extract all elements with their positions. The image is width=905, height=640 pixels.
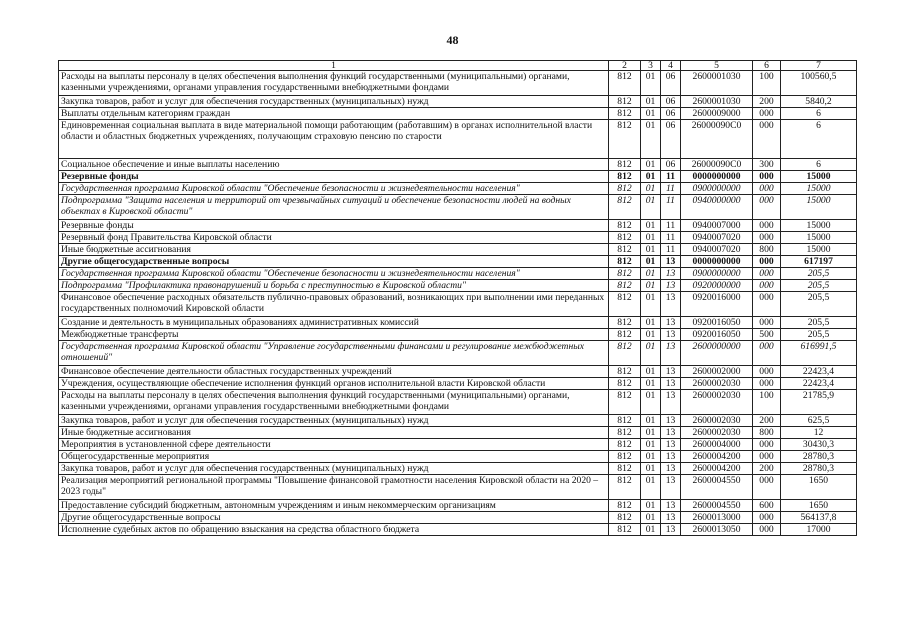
- expense-type-cell: 000: [753, 232, 781, 244]
- expense-type-cell: 800: [753, 244, 781, 256]
- column-header-2: 2: [609, 61, 641, 71]
- table-row: [59, 232, 857, 244]
- target-article-cell: 0940007000: [681, 220, 753, 232]
- subsection-cell: 11: [661, 183, 681, 195]
- section-cell: 01: [641, 195, 661, 220]
- target-article-cell: 2600001030: [681, 96, 753, 108]
- target-article-cell: 2600004550: [681, 500, 753, 512]
- expense-type-cell: 000: [753, 366, 781, 378]
- section-cell: 01: [641, 317, 661, 329]
- row-name-cell: Закупка товаров, работ и услуг для обеспечения государственных (муниципальных) нужд: [59, 463, 609, 475]
- table-row: [59, 108, 857, 120]
- subsection-cell: 11: [661, 220, 681, 232]
- section-cell: 01: [641, 108, 661, 120]
- row-name-cell: Другие общегосударственные вопросы: [59, 512, 609, 524]
- amount-cell: 28780,3: [781, 463, 857, 475]
- section-cell: 01: [641, 120, 661, 159]
- expense-type-cell: 000: [753, 451, 781, 463]
- row-name-cell: Подпрограмма "Защита населения и территорий от чрезвычайных ситуаций и обеспечение безопасности людей на водных объектах в Кировской области": [59, 195, 609, 220]
- subsection-cell: 13: [661, 390, 681, 415]
- section-cell: 01: [641, 220, 661, 232]
- subsection-cell: 13: [661, 341, 681, 366]
- expense-type-cell: 000: [753, 256, 781, 268]
- table-row: [59, 159, 857, 171]
- section-cell: 01: [641, 439, 661, 451]
- admin-code-cell: 812: [609, 71, 641, 96]
- subsection-cell: 13: [661, 524, 681, 536]
- table-row: [59, 71, 857, 96]
- target-article-cell: 2600009000: [681, 108, 753, 120]
- amount-cell: 6: [781, 108, 857, 120]
- target-article-cell: 2600002030: [681, 378, 753, 390]
- expense-type-cell: 000: [753, 120, 781, 159]
- target-article-cell: 0920016050: [681, 329, 753, 341]
- subsection-cell: 13: [661, 366, 681, 378]
- expense-type-cell: 000: [753, 292, 781, 317]
- column-header-3: 3: [641, 61, 661, 71]
- target-article-cell: 0940007020: [681, 244, 753, 256]
- table-row: [59, 280, 857, 292]
- row-name-cell: Закупка товаров, работ и услуг для обеспечения государственных (муниципальных) нужд: [59, 96, 609, 108]
- column-header-5: 5: [681, 61, 753, 71]
- table-row: [59, 341, 857, 366]
- amount-cell: 15000: [781, 232, 857, 244]
- table-row: [59, 183, 857, 195]
- expense-type-cell: 000: [753, 512, 781, 524]
- admin-code-cell: 812: [609, 475, 641, 500]
- target-article-cell: 2600013000: [681, 512, 753, 524]
- expense-type-cell: 800: [753, 427, 781, 439]
- expense-type-cell: 200: [753, 415, 781, 427]
- expense-type-cell: 000: [753, 439, 781, 451]
- table-row: [59, 512, 857, 524]
- row-name-cell: Финансовое обеспечение деятельности областных государственных учреждений: [59, 366, 609, 378]
- target-article-cell: 0940007020: [681, 232, 753, 244]
- target-article-cell: 2600004200: [681, 451, 753, 463]
- section-cell: 01: [641, 171, 661, 183]
- target-article-cell: 26000090C0: [681, 159, 753, 171]
- row-name-cell: Расходы на выплаты персоналу в целях обеспечения выполнения функций государственными (муниципальными) органами, казенными учреждениями, органами управления государственными внебюджетными фондами: [59, 390, 609, 415]
- row-name-cell: Предоставление субсидий бюджетным, автономным учреждениям и иным некоммерческим организациям: [59, 500, 609, 512]
- target-article-cell: 2600002030: [681, 427, 753, 439]
- budget-table: [58, 60, 857, 536]
- section-cell: 01: [641, 71, 661, 96]
- table-row: [59, 292, 857, 317]
- admin-code-cell: 812: [609, 329, 641, 341]
- amount-cell: 28780,3: [781, 451, 857, 463]
- subsection-cell: 06: [661, 120, 681, 159]
- row-name-cell: Мероприятия в установленной сфере деятельности: [59, 439, 609, 451]
- row-name-cell: Другие общегосударственные вопросы: [59, 256, 609, 268]
- table-row: [59, 195, 857, 220]
- section-cell: 01: [641, 512, 661, 524]
- subsection-cell: 06: [661, 71, 681, 96]
- target-article-cell: 0900000000: [681, 183, 753, 195]
- target-article-cell: 2600001030: [681, 71, 753, 96]
- expense-type-cell: 000: [753, 171, 781, 183]
- admin-code-cell: 812: [609, 463, 641, 475]
- target-article-cell: 2600002000: [681, 366, 753, 378]
- admin-code-cell: 812: [609, 120, 641, 159]
- table-row: [59, 244, 857, 256]
- expense-type-cell: 100: [753, 71, 781, 96]
- section-cell: 01: [641, 329, 661, 341]
- subsection-cell: 11: [661, 171, 681, 183]
- table-row: [59, 120, 857, 159]
- target-article-cell: 0940000000: [681, 195, 753, 220]
- target-article-cell: 0000000000: [681, 171, 753, 183]
- subsection-cell: 13: [661, 378, 681, 390]
- admin-code-cell: 812: [609, 280, 641, 292]
- admin-code-cell: 812: [609, 341, 641, 366]
- target-article-cell: 2600013050: [681, 524, 753, 536]
- row-name-cell: Резервные фонды: [59, 220, 609, 232]
- amount-cell: 6: [781, 120, 857, 159]
- table-row: [59, 317, 857, 329]
- section-cell: 01: [641, 96, 661, 108]
- table-header-row: [59, 61, 857, 71]
- target-article-cell: 0920016050: [681, 317, 753, 329]
- amount-cell: 15000: [781, 195, 857, 220]
- subsection-cell: 11: [661, 195, 681, 220]
- target-article-cell: 0900000000: [681, 268, 753, 280]
- section-cell: 01: [641, 256, 661, 268]
- target-article-cell: 2600004200: [681, 463, 753, 475]
- admin-code-cell: 812: [609, 232, 641, 244]
- section-cell: 01: [641, 280, 661, 292]
- target-article-cell: 2600002030: [681, 415, 753, 427]
- expense-type-cell: 000: [753, 317, 781, 329]
- column-header-7: 7: [781, 61, 857, 71]
- subsection-cell: 13: [661, 415, 681, 427]
- amount-cell: 17000: [781, 524, 857, 536]
- table-row: [59, 96, 857, 108]
- admin-code-cell: 812: [609, 292, 641, 317]
- table-row: [59, 451, 857, 463]
- admin-code-cell: 812: [609, 500, 641, 512]
- row-name-cell: Иные бюджетные ассигнования: [59, 244, 609, 256]
- expense-type-cell: 500: [753, 329, 781, 341]
- admin-code-cell: 812: [609, 415, 641, 427]
- expense-type-cell: 000: [753, 524, 781, 536]
- table-row: [59, 256, 857, 268]
- subsection-cell: 06: [661, 96, 681, 108]
- section-cell: 01: [641, 159, 661, 171]
- row-name-cell: Расходы на выплаты персоналу в целях обеспечения выполнения функций государственными (муниципальными) органами, казенными учреждениями, органами управления государственными внебюджетными фондами: [59, 71, 609, 96]
- subsection-cell: 13: [661, 463, 681, 475]
- table-row: [59, 524, 857, 536]
- section-cell: 01: [641, 524, 661, 536]
- amount-cell: 1650: [781, 475, 857, 500]
- row-name-cell: Государственная программа Кировской области "Управление государственными финансами и регулирование межбюджетных отношений": [59, 341, 609, 366]
- row-name-cell: Создание и деятельность в муниципальных образованиях административных комиссий: [59, 317, 609, 329]
- row-name-cell: Реализация мероприятий региональной программы "Повышение финансовой грамотности населения Кировской области на 2020 – 2023 годы": [59, 475, 609, 500]
- target-article-cell: 2600002030: [681, 390, 753, 415]
- section-cell: 01: [641, 475, 661, 500]
- amount-cell: 205,5: [781, 317, 857, 329]
- amount-cell: 205,5: [781, 329, 857, 341]
- amount-cell: 5840,2: [781, 96, 857, 108]
- admin-code-cell: 812: [609, 512, 641, 524]
- subsection-cell: 13: [661, 256, 681, 268]
- table-row: [59, 463, 857, 475]
- subsection-cell: 13: [661, 451, 681, 463]
- target-article-cell: 0920016000: [681, 292, 753, 317]
- amount-cell: 205,5: [781, 268, 857, 280]
- subsection-cell: 13: [661, 280, 681, 292]
- admin-code-cell: 812: [609, 317, 641, 329]
- expense-type-cell: 000: [753, 195, 781, 220]
- expense-type-cell: 600: [753, 500, 781, 512]
- subsection-cell: 13: [661, 427, 681, 439]
- expense-type-cell: 000: [753, 220, 781, 232]
- admin-code-cell: 812: [609, 439, 641, 451]
- column-header-4: 4: [661, 61, 681, 71]
- section-cell: 01: [641, 390, 661, 415]
- amount-cell: 30430,3: [781, 439, 857, 451]
- section-cell: 01: [641, 232, 661, 244]
- table-row: [59, 220, 857, 232]
- amount-cell: 21785,9: [781, 390, 857, 415]
- admin-code-cell: 812: [609, 268, 641, 280]
- page-number: 48: [446, 33, 459, 47]
- table-row: [59, 378, 857, 390]
- expense-type-cell: 200: [753, 96, 781, 108]
- row-name-cell: Социальное обеспечение и иные выплаты населению: [59, 159, 609, 171]
- table-row: [59, 415, 857, 427]
- amount-cell: 625,5: [781, 415, 857, 427]
- amount-cell: 617197: [781, 256, 857, 268]
- section-cell: 01: [641, 415, 661, 427]
- admin-code-cell: 812: [609, 195, 641, 220]
- admin-code-cell: 812: [609, 244, 641, 256]
- admin-code-cell: 812: [609, 378, 641, 390]
- subsection-cell: 06: [661, 108, 681, 120]
- section-cell: 01: [641, 183, 661, 195]
- expense-type-cell: 000: [753, 183, 781, 195]
- subsection-cell: 13: [661, 329, 681, 341]
- table-row: [59, 268, 857, 280]
- section-cell: 01: [641, 341, 661, 366]
- row-name-cell: Подпрограмма "Профилактика правонарушений и борьба с преступностью в Кировской области": [59, 280, 609, 292]
- subsection-cell: 06: [661, 159, 681, 171]
- row-name-cell: Общегосударственные мероприятия: [59, 451, 609, 463]
- admin-code-cell: 812: [609, 171, 641, 183]
- subsection-cell: 13: [661, 292, 681, 317]
- row-name-cell: Единовременная социальная выплата в виде материальной помощи работающим (работавшим) в органах исполнительной власти области и областных бюджетных учреждениях, получающим страховую пенсию по старости: [59, 120, 609, 159]
- admin-code-cell: 812: [609, 390, 641, 415]
- subsection-cell: 13: [661, 500, 681, 512]
- table-row: [59, 366, 857, 378]
- amount-cell: 564137,8: [781, 512, 857, 524]
- subsection-cell: 13: [661, 317, 681, 329]
- section-cell: 01: [641, 463, 661, 475]
- section-cell: 01: [641, 244, 661, 256]
- expense-type-cell: 000: [753, 341, 781, 366]
- target-article-cell: 2600004550: [681, 475, 753, 500]
- row-name-cell: Государственная программа Кировской области "Обеспечение безопасности и жизнедеятельности населения": [59, 268, 609, 280]
- subsection-cell: 13: [661, 268, 681, 280]
- section-cell: 01: [641, 427, 661, 439]
- amount-cell: 22423,4: [781, 366, 857, 378]
- amount-cell: 15000: [781, 220, 857, 232]
- target-article-cell: 2600004000: [681, 439, 753, 451]
- expense-type-cell: 200: [753, 463, 781, 475]
- row-name-cell: Закупка товаров, работ и услуг для обеспечения государственных (муниципальных) нужд: [59, 415, 609, 427]
- subsection-cell: 11: [661, 232, 681, 244]
- amount-cell: 6: [781, 159, 857, 171]
- row-name-cell: Резервные фонды: [59, 171, 609, 183]
- subsection-cell: 11: [661, 244, 681, 256]
- expense-type-cell: 100: [753, 390, 781, 415]
- target-article-cell: 2600000000: [681, 341, 753, 366]
- section-cell: 01: [641, 366, 661, 378]
- table-row: [59, 427, 857, 439]
- section-cell: 01: [641, 500, 661, 512]
- row-name-cell: Резервный фонд Правительства Кировской области: [59, 232, 609, 244]
- amount-cell: 15000: [781, 183, 857, 195]
- expense-type-cell: 000: [753, 378, 781, 390]
- subsection-cell: 13: [661, 512, 681, 524]
- admin-code-cell: 812: [609, 451, 641, 463]
- row-name-cell: Учреждения, осуществляющие обеспечение исполнения функций органов исполнительной власти Кировской области: [59, 378, 609, 390]
- column-header-6: 6: [753, 61, 781, 71]
- row-name-cell: Исполнение судебных актов по обращению взыскания на средства областного бюджета: [59, 524, 609, 536]
- target-article-cell: 0000000000: [681, 256, 753, 268]
- table-row: [59, 439, 857, 451]
- table-row: [59, 329, 857, 341]
- admin-code-cell: 812: [609, 256, 641, 268]
- admin-code-cell: 812: [609, 159, 641, 171]
- row-name-cell: Государственная программа Кировской области "Обеспечение безопасности и жизнедеятельности населения": [59, 183, 609, 195]
- section-cell: 01: [641, 378, 661, 390]
- admin-code-cell: 812: [609, 220, 641, 232]
- admin-code-cell: 812: [609, 524, 641, 536]
- table-row: [59, 390, 857, 415]
- row-name-cell: Финансовое обеспечение расходных обязательств публично-правовых образований, возникающих при выполнении ими переданных государственных полномочий Кировской области: [59, 292, 609, 317]
- expense-type-cell: 000: [753, 475, 781, 500]
- amount-cell: 22423,4: [781, 378, 857, 390]
- section-cell: 01: [641, 268, 661, 280]
- section-cell: 01: [641, 451, 661, 463]
- subsection-cell: 13: [661, 475, 681, 500]
- table-row: [59, 475, 857, 500]
- amount-cell: 15000: [781, 171, 857, 183]
- amount-cell: 205,5: [781, 292, 857, 317]
- admin-code-cell: 812: [609, 96, 641, 108]
- admin-code-cell: 812: [609, 183, 641, 195]
- amount-cell: 12: [781, 427, 857, 439]
- admin-code-cell: 812: [609, 366, 641, 378]
- target-article-cell: 0920000000: [681, 280, 753, 292]
- amount-cell: 1650: [781, 500, 857, 512]
- target-article-cell: 26000090C0: [681, 120, 753, 159]
- amount-cell: 100560,5: [781, 71, 857, 96]
- table-row: [59, 171, 857, 183]
- row-name-cell: Межбюджетные трансферты: [59, 329, 609, 341]
- amount-cell: 616991,5: [781, 341, 857, 366]
- expense-type-cell: 000: [753, 108, 781, 120]
- column-header-1: 1: [59, 61, 609, 71]
- expense-type-cell: 300: [753, 159, 781, 171]
- section-cell: 01: [641, 292, 661, 317]
- table-body: [59, 71, 857, 536]
- row-name-cell: Выплаты отдельным категориям граждан: [59, 108, 609, 120]
- row-name-cell: Иные бюджетные ассигнования: [59, 427, 609, 439]
- amount-cell: 15000: [781, 244, 857, 256]
- subsection-cell: 13: [661, 439, 681, 451]
- table-row: [59, 500, 857, 512]
- admin-code-cell: 812: [609, 427, 641, 439]
- expense-type-cell: 000: [753, 268, 781, 280]
- amount-cell: 205,5: [781, 280, 857, 292]
- expense-type-cell: 000: [753, 280, 781, 292]
- admin-code-cell: 812: [609, 108, 641, 120]
